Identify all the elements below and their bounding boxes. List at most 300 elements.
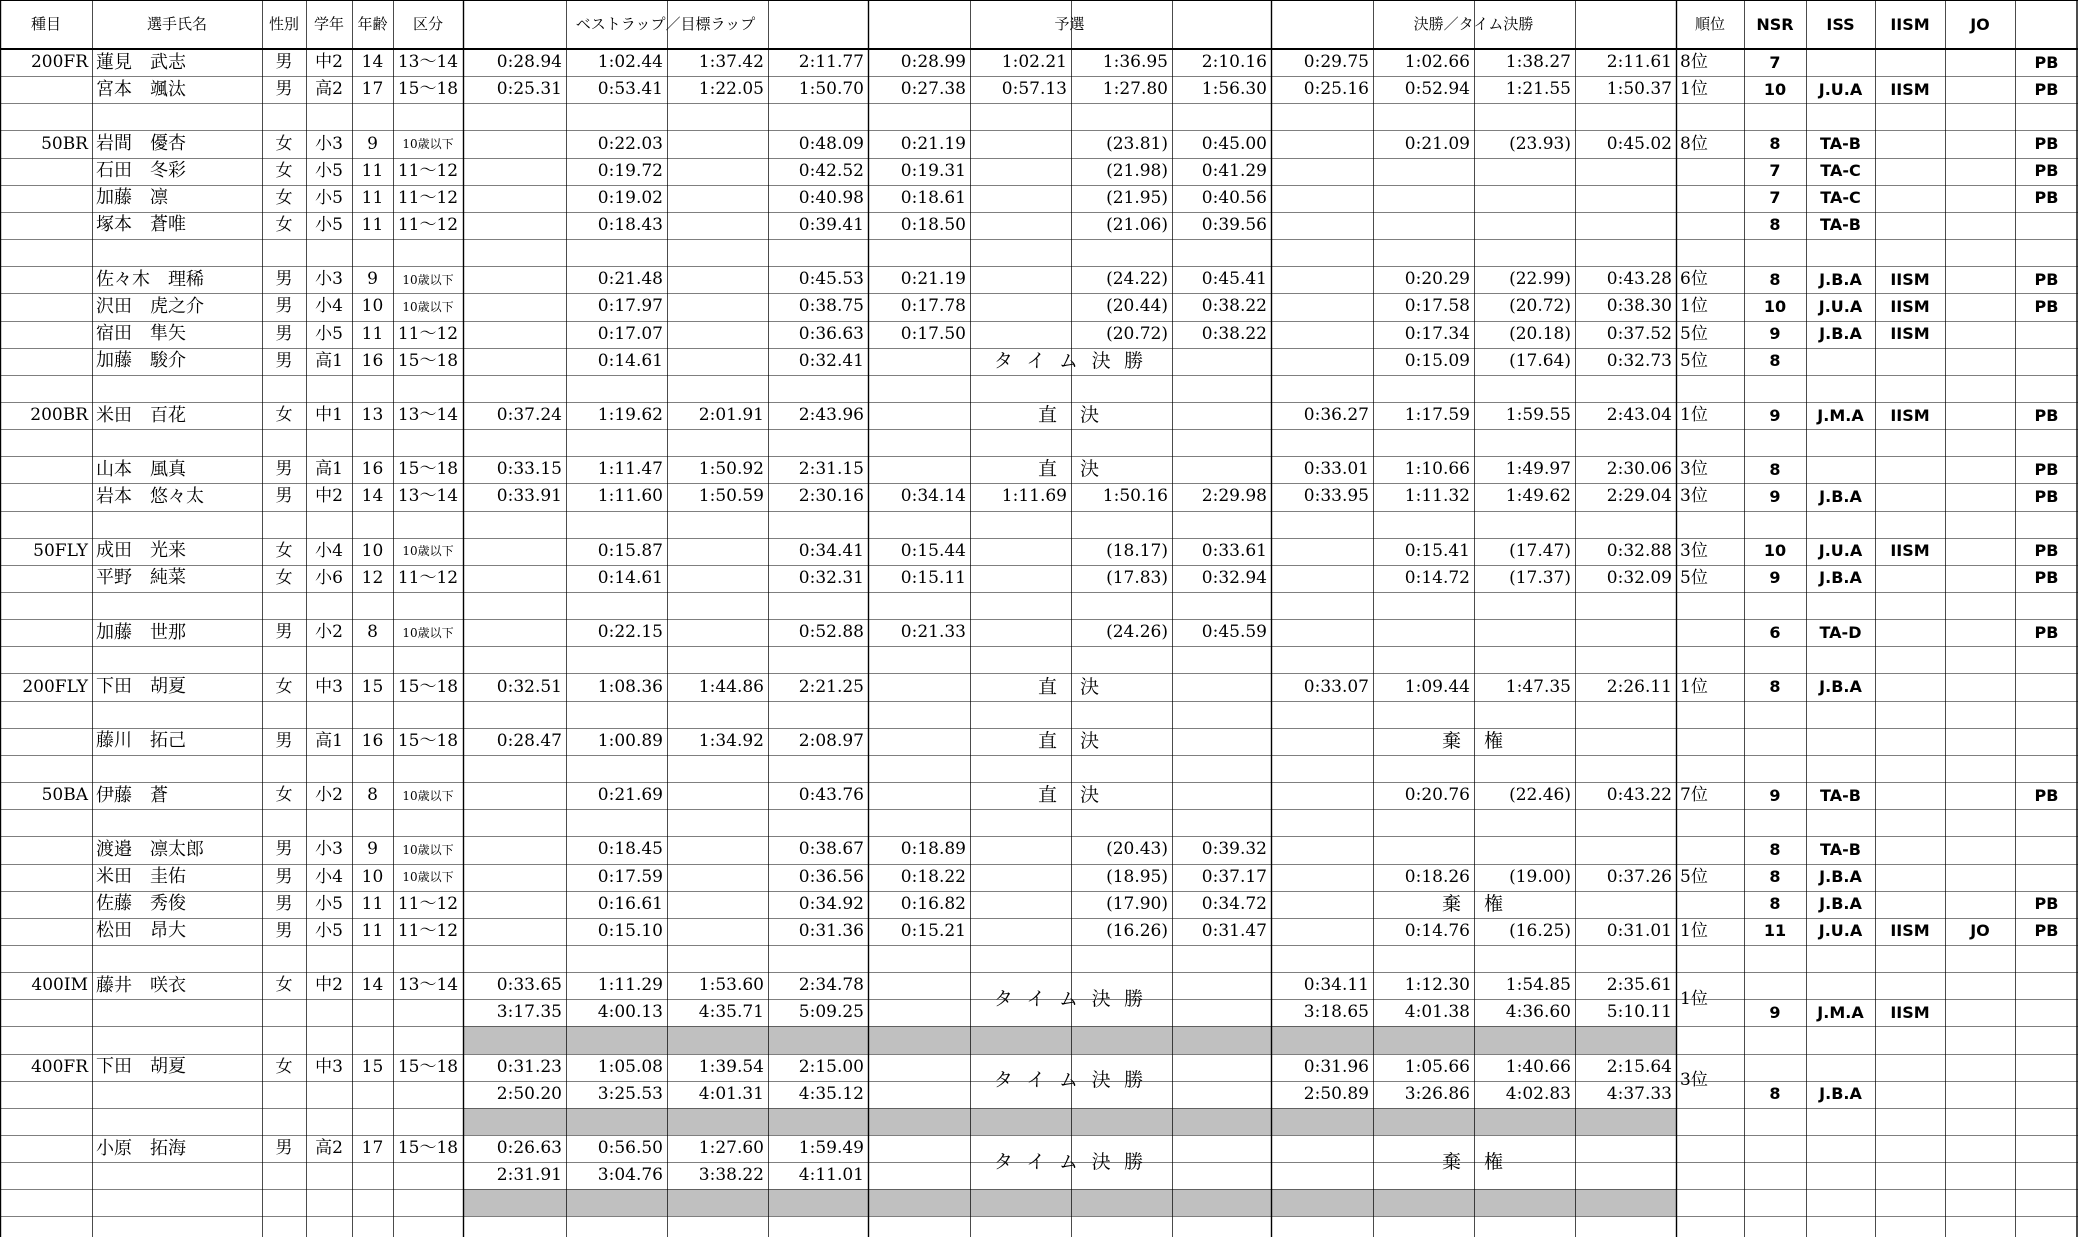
cell-grade: 小6	[315, 567, 343, 588]
cell-class: 11～12	[397, 187, 459, 208]
cell-f3: 1:40.66	[1505, 1056, 1571, 1077]
cell-age: 10	[361, 866, 384, 887]
cell-b1: 0:33.15	[496, 459, 562, 480]
cell-event: 200FR	[30, 52, 88, 73]
cell-b1: 0:33.65	[496, 975, 562, 996]
cell-f4: 1:50.37	[1606, 79, 1672, 100]
cell-sex: 女	[275, 405, 293, 425]
cell-f3: (16.25)	[1509, 920, 1571, 941]
cell-name: 加藤 駿介	[96, 350, 186, 372]
header-jo: JO	[1970, 14, 1990, 34]
header-rank: 順位	[1694, 15, 1725, 33]
cell-b4: 2:31.15	[798, 459, 864, 480]
cell-nsr: 10	[1763, 296, 1787, 316]
cell-b4: 4:35.12	[798, 1083, 864, 1104]
cell-name: 成田 光来	[96, 540, 186, 562]
prelim-note: 直 決	[1037, 729, 1101, 752]
cell-f1: 3:18.65	[1303, 1002, 1369, 1023]
cell-grade: 小4	[315, 540, 343, 561]
cell-f4: 2:15.64	[1606, 1056, 1672, 1077]
cell-iism: IISM	[1890, 1002, 1930, 1022]
cell-b4: 0:31.36	[798, 920, 864, 941]
cell-b4: 0:34.41	[798, 540, 864, 561]
cell-p3: (21.06)	[1106, 214, 1168, 235]
cell-class: 10歳以下	[402, 272, 454, 287]
cell-age: 15	[361, 676, 384, 697]
cell-class: 15～18	[397, 459, 459, 480]
cell-rank: 5位	[1680, 866, 1708, 887]
cell-sex: 男	[275, 893, 293, 914]
cell-iss: J.U.A	[1818, 79, 1863, 99]
cell-b4: 2:21.25	[798, 676, 864, 697]
cell-age: 9	[367, 133, 378, 154]
cell-name: 松田 昂大	[96, 920, 186, 942]
cell-pb: PB	[2034, 541, 2059, 561]
cell-jo: JO	[1970, 921, 1990, 941]
cell-event: 200FLY	[22, 676, 88, 697]
final-note: 棄 権	[1441, 892, 1505, 915]
cell-b3: 1:50.59	[698, 486, 764, 507]
cell-p3: 1:50.16	[1102, 486, 1168, 507]
cell-pb: PB	[2034, 921, 2059, 941]
cell-p1: 0:18.89	[900, 839, 966, 860]
cell-age: 14	[361, 52, 384, 73]
cell-iss: J.B.A	[1819, 867, 1862, 887]
cell-f4: 2:35.61	[1606, 975, 1672, 996]
cell-sex: 男	[275, 486, 293, 507]
cell-b2: 0:22.03	[597, 133, 663, 154]
cell-b3: 1:37.42	[698, 52, 764, 73]
cell-p2: 1:11.69	[1001, 486, 1067, 507]
cell-age: 10	[361, 296, 384, 317]
cell-name: 加藤 世那	[96, 621, 186, 643]
cell-f3: (22.46)	[1509, 785, 1571, 806]
cell-pb: PB	[2034, 161, 2059, 181]
cell-p1: 0:27.38	[900, 79, 966, 100]
cell-iism: IISM	[1890, 79, 1930, 99]
cell-nsr: 8	[1769, 1084, 1781, 1104]
cell-class: 11～12	[397, 160, 459, 181]
cell-f3: 4:36.60	[1505, 1002, 1571, 1023]
cell-age: 11	[361, 893, 384, 914]
cell-b4: 2:43.96	[798, 405, 864, 425]
prelim-note: 直 決	[1037, 675, 1101, 698]
cell-rank: 6位	[1680, 269, 1708, 290]
cell-name: 宿田 隼矢	[96, 323, 186, 345]
cell-p3: (21.98)	[1106, 160, 1168, 181]
cell-p1: 0:15.11	[900, 567, 966, 588]
cell-sex: 女	[275, 160, 293, 181]
cell-nsr: 7	[1769, 161, 1781, 181]
cell-p4: 0:39.56	[1201, 214, 1267, 235]
cell-iism: IISM	[1890, 269, 1930, 289]
cell-f3: (19.00)	[1509, 866, 1571, 887]
cell-b4: 1:59.49	[798, 1138, 864, 1159]
cell-sex: 女	[275, 676, 293, 697]
cell-nsr: 7	[1769, 188, 1781, 208]
cell-f3: 1:47.35	[1505, 676, 1571, 697]
cell-b1: 0:28.47	[496, 730, 562, 751]
cell-grade: 高1	[315, 350, 343, 371]
cell-iss: J.M.A	[1817, 405, 1864, 425]
cell-f4: 4:37.33	[1606, 1083, 1672, 1104]
cell-p1: 0:15.21	[900, 920, 966, 941]
cell-b3: 1:44.86	[698, 676, 764, 697]
cell-b2: 0:21.48	[597, 269, 663, 290]
cell-f1: 0:31.96	[1303, 1056, 1369, 1077]
cell-grade: 小4	[315, 866, 343, 887]
cell-class: 11～12	[397, 920, 459, 941]
cell-b4: 0:32.31	[798, 567, 864, 588]
cell-nsr: 9	[1769, 568, 1781, 588]
cell-age: 9	[367, 269, 378, 290]
cell-b2: 0:14.61	[597, 350, 663, 371]
cell-p4: 1:56.30	[1201, 79, 1267, 100]
cell-f3: (17.47)	[1509, 540, 1571, 561]
cell-age: 11	[361, 187, 384, 208]
cell-name: 米田 百花	[96, 404, 186, 426]
cell-f2: 1:17.59	[1404, 405, 1470, 425]
cell-f3: (20.72)	[1509, 296, 1571, 317]
cell-b4: 0:36.56	[798, 866, 864, 887]
cell-p4: 0:38.22	[1201, 323, 1267, 344]
cell-f4: 0:37.52	[1606, 323, 1672, 344]
cell-b2: 0:15.87	[597, 540, 663, 561]
cell-f3: (23.93)	[1509, 133, 1571, 154]
cell-pb: PB	[2034, 894, 2059, 914]
cell-nsr: 6	[1769, 622, 1781, 642]
cell-b4: 0:48.09	[798, 133, 864, 154]
cell-f2: 0:52.94	[1404, 79, 1470, 100]
cell-name: 藤井 咲衣	[96, 974, 186, 996]
cell-p3: (20.43)	[1106, 839, 1168, 860]
cell-class: 11～12	[397, 567, 459, 588]
cell-p4: 0:34.72	[1201, 893, 1267, 914]
cell-f3: (17.37)	[1509, 567, 1571, 588]
cell-grade: 高2	[315, 1138, 343, 1159]
final-note: 棄 権	[1441, 729, 1505, 752]
cell-nsr: 8	[1769, 215, 1781, 235]
cell-age: 17	[361, 1138, 384, 1159]
cell-rank: 1位	[1680, 920, 1708, 941]
prelim-note: タ イ ム 決 勝	[993, 349, 1146, 372]
cell-b2: 0:53.41	[597, 79, 663, 100]
cell-sex: 男	[275, 323, 293, 344]
cell-class: 10歳以下	[402, 137, 454, 151]
cell-age: 11	[361, 323, 384, 344]
cell-sex: 男	[275, 79, 293, 100]
cell-iss: TA-C	[1820, 188, 1861, 208]
prelim-note: 直 決	[1037, 784, 1101, 807]
cell-b4: 0:39.41	[798, 214, 864, 235]
cell-b4: 2:08.97	[798, 730, 864, 751]
cell-p1: 0:21.19	[900, 269, 966, 290]
cell-name: 渡邉 凛太郎	[96, 838, 204, 860]
cell-p1: 0:21.33	[900, 622, 966, 643]
cell-sex: 女	[275, 133, 293, 154]
cell-b2: 0:19.72	[597, 160, 663, 181]
cell-b2: 0:22.15	[597, 622, 663, 643]
cell-sex: 女	[275, 785, 293, 806]
cell-name: 山本 風真	[96, 458, 186, 480]
cell-event: 200BR	[30, 405, 88, 425]
cell-age: 8	[367, 622, 378, 643]
cell-p3: (20.72)	[1106, 323, 1168, 344]
header-final: 決勝／タイム決勝	[1413, 15, 1534, 33]
cell-rank: 1位	[1680, 676, 1708, 697]
cell-f3: 1:21.55	[1505, 79, 1571, 100]
cell-nsr: 7	[1769, 52, 1781, 72]
cell-f4: 2:26.11	[1606, 676, 1672, 697]
cell-f3: 1:54.85	[1505, 975, 1571, 996]
cell-nsr: 11	[1763, 921, 1787, 941]
cell-b4: 4:11.01	[798, 1165, 864, 1186]
cell-f3: 1:49.62	[1505, 486, 1571, 507]
cell-sex: 女	[275, 540, 293, 561]
cell-b1: 2:50.20	[496, 1083, 562, 1104]
cell-p4: 0:38.22	[1201, 296, 1267, 317]
cell-nsr: 8	[1769, 677, 1781, 696]
cell-b4: 0:42.52	[798, 160, 864, 181]
cell-grade: 高2	[315, 79, 343, 100]
cell-f4: 0:38.30	[1606, 296, 1672, 317]
cell-f1: 0:25.16	[1303, 79, 1369, 100]
cell-name: 沢田 虎之介	[96, 295, 204, 317]
cell-iism: IISM	[1890, 405, 1930, 425]
cell-iss: J.U.A	[1818, 541, 1863, 561]
cell-iss: TA-D	[1819, 622, 1862, 642]
cell-rank: 5位	[1680, 323, 1708, 344]
cell-p1: 0:17.50	[900, 323, 966, 344]
cell-event: 400FR	[30, 1056, 88, 1077]
cell-class: 15～18	[397, 350, 459, 371]
cell-name: 小原 拓海	[96, 1137, 186, 1159]
cell-f4: 2:29.04	[1606, 486, 1672, 507]
cell-class: 13～14	[397, 486, 459, 507]
final-note: 棄 権	[1441, 1150, 1505, 1173]
cell-rank: 7位	[1680, 785, 1708, 806]
cell-b4: 0:40.98	[798, 187, 864, 208]
cell-p3: (20.44)	[1106, 296, 1168, 317]
cell-class: 10歳以下	[402, 870, 454, 885]
cell-nsr: 9	[1769, 405, 1781, 425]
cell-age: 10	[361, 540, 384, 561]
cell-p4: 0:41.29	[1201, 160, 1267, 181]
cell-name: 佐藤 秀俊	[96, 893, 186, 915]
cell-p4: 0:40.56	[1201, 187, 1267, 208]
cell-nsr: 10	[1763, 541, 1787, 561]
cell-name: 平野 純菜	[96, 567, 186, 589]
cell-p3: (18.95)	[1106, 866, 1168, 887]
cell-f2: 1:12.30	[1404, 975, 1470, 996]
prelim-note: タ イ ム 決 勝	[993, 987, 1146, 1010]
cell-f2: 4:01.38	[1404, 1002, 1470, 1023]
cell-nsr: 8	[1769, 134, 1781, 153]
cell-grade: 小3	[315, 269, 343, 290]
cell-p4: 0:45.00	[1201, 133, 1267, 154]
cell-grade: 中3	[315, 1056, 343, 1077]
cell-age: 11	[361, 920, 384, 941]
cell-pb: PB	[2034, 486, 2059, 506]
cell-age: 14	[361, 486, 384, 507]
cell-b1: 0:37.24	[496, 405, 562, 425]
cell-f1: 0:33.95	[1303, 486, 1369, 507]
cell-f2: 1:02.66	[1404, 52, 1470, 73]
cell-f4: 2:43.04	[1606, 405, 1672, 425]
cell-grade: 中3	[315, 676, 343, 697]
cell-rank: 1位	[1680, 79, 1708, 100]
cell-f1: 2:50.89	[1303, 1083, 1369, 1104]
cell-grade: 中2	[315, 486, 343, 507]
cell-iism: IISM	[1890, 296, 1930, 316]
cell-class: 10歳以下	[402, 625, 454, 640]
cell-grade: 小5	[315, 920, 343, 941]
cell-name: 岩間 優杏	[96, 133, 186, 154]
cell-b3: 1:27.60	[698, 1138, 764, 1159]
cell-p1: 0:18.50	[900, 214, 966, 235]
cell-class: 15～18	[397, 676, 459, 697]
cell-sex: 男	[275, 459, 293, 480]
cell-p4: 2:29.98	[1201, 486, 1267, 507]
header-age: 年齢	[357, 15, 388, 33]
cell-class: 11～12	[397, 323, 459, 344]
cell-class: 15～18	[397, 730, 459, 751]
cell-sex: 女	[275, 1056, 293, 1077]
header-grade: 学年	[313, 15, 344, 33]
cell-b1: 0:26.63	[496, 1138, 562, 1159]
header-event: 種目	[30, 15, 61, 33]
cell-name: 塚本 蒼唯	[96, 214, 186, 236]
cell-iism: IISM	[1890, 324, 1930, 344]
cell-iss: TA-B	[1820, 785, 1861, 805]
cell-p3: (17.83)	[1106, 567, 1168, 588]
cell-f4: 0:32.73	[1606, 350, 1672, 371]
cell-f3: (22.99)	[1509, 269, 1571, 290]
cell-p1: 0:28.99	[900, 52, 966, 73]
cell-event: 50BR	[41, 133, 88, 154]
cell-p3: (24.22)	[1106, 269, 1168, 290]
header-prelim: 予選	[1054, 15, 1085, 33]
cell-iss: J.B.A	[1819, 568, 1862, 588]
cell-f4: 0:45.02	[1606, 133, 1672, 154]
cell-b2: 0:21.69	[597, 785, 663, 806]
cell-sex: 女	[275, 975, 293, 996]
cell-nsr: 8	[1769, 867, 1781, 887]
header-sex: 性別	[268, 15, 299, 33]
cell-nsr: 9	[1769, 486, 1781, 506]
cell-sex: 男	[275, 730, 293, 751]
cell-p1: 0:19.31	[900, 160, 966, 181]
cell-b2: 0:17.59	[597, 866, 663, 887]
cell-age: 11	[361, 160, 384, 181]
cell-f2: 0:15.09	[1404, 350, 1470, 371]
cell-iss: J.U.A	[1818, 921, 1863, 941]
cell-pb: PB	[2034, 79, 2059, 99]
cell-b2: 1:11.60	[597, 486, 663, 507]
prelim-note: 直 決	[1037, 404, 1101, 426]
cell-b2: 0:18.45	[597, 839, 663, 860]
cell-class: 10歳以下	[402, 299, 454, 314]
cell-sex: 男	[275, 839, 293, 860]
cell-b2: 0:17.07	[597, 323, 663, 344]
cell-event: 50BA	[41, 785, 88, 806]
cell-b4: 5:09.25	[798, 1002, 864, 1023]
cell-rank: 5位	[1680, 350, 1708, 371]
cell-f2: 0:20.76	[1404, 785, 1470, 806]
cell-b2: 1:02.44	[597, 52, 663, 73]
cell-p4: 0:45.41	[1201, 269, 1267, 290]
cell-f4: 0:32.09	[1606, 567, 1672, 588]
cell-nsr: 8	[1769, 351, 1781, 371]
cell-p1: 0:34.14	[900, 486, 966, 507]
cell-p4: 0:32.94	[1201, 567, 1267, 588]
cell-pb: PB	[2034, 622, 2059, 642]
prelim-note: 直 決	[1037, 458, 1101, 481]
cell-class: 11～12	[397, 214, 459, 235]
cell-p3: (17.90)	[1106, 893, 1168, 914]
cell-f3: 1:59.55	[1505, 405, 1571, 425]
cell-name: 伊藤 蒼	[96, 784, 168, 806]
cell-b4: 0:45.53	[798, 269, 864, 290]
cell-p1: 0:17.78	[900, 296, 966, 317]
cell-class: 15～18	[397, 1056, 459, 1077]
cell-rank: 5位	[1680, 567, 1708, 588]
cell-p3: (18.17)	[1106, 540, 1168, 561]
cell-name: 藤川 拓己	[96, 730, 186, 752]
cell-f2: 1:05.66	[1404, 1056, 1470, 1077]
cell-pb: PB	[2034, 188, 2059, 208]
cell-grade: 小5	[315, 214, 343, 235]
cell-pb: PB	[2034, 785, 2059, 805]
cell-age: 12	[361, 567, 384, 588]
cell-rank: 1位	[1680, 988, 1708, 1009]
cell-nsr: 8	[1769, 459, 1781, 479]
cell-b3: 1:34.92	[698, 730, 764, 751]
cell-p3: (24.26)	[1106, 622, 1168, 643]
cell-sex: 男	[275, 350, 293, 371]
cell-b4: 2:15.00	[798, 1056, 864, 1077]
cell-f4: 2:30.06	[1606, 459, 1672, 480]
cell-event: 400IM	[31, 975, 88, 996]
cell-pb: PB	[2034, 269, 2059, 289]
cell-age: 11	[361, 214, 384, 235]
cell-class: 10歳以下	[402, 544, 454, 559]
cell-grade: 小3	[315, 839, 343, 860]
cell-f2: 0:18.26	[1404, 866, 1470, 887]
cell-event: 50FLY	[33, 540, 88, 561]
cell-iss: J.B.A	[1819, 486, 1862, 506]
cell-rank: 3位	[1680, 540, 1708, 561]
cell-b1: 3:17.35	[496, 1002, 562, 1023]
cell-iism: IISM	[1890, 541, 1930, 561]
cell-class: 13～14	[397, 52, 459, 73]
cell-b3: 4:35.71	[698, 1002, 764, 1023]
cell-p4: 0:37.17	[1201, 866, 1267, 887]
cell-p3: (23.81)	[1106, 133, 1168, 154]
cell-class: 10歳以下	[402, 788, 454, 803]
cell-age: 17	[361, 79, 384, 100]
cell-f2: 0:17.34	[1404, 323, 1470, 344]
cell-age: 16	[361, 459, 384, 480]
cell-grade: 小3	[315, 133, 343, 154]
cell-rank: 1位	[1680, 296, 1708, 317]
cell-iss: J.B.A	[1819, 894, 1862, 914]
cell-age: 14	[361, 975, 384, 996]
cell-p4: 2:10.16	[1201, 52, 1267, 73]
cell-f2: 0:17.58	[1404, 296, 1470, 317]
cell-b4: 2:30.16	[798, 486, 864, 507]
cell-b3: 1:39.54	[698, 1056, 764, 1077]
